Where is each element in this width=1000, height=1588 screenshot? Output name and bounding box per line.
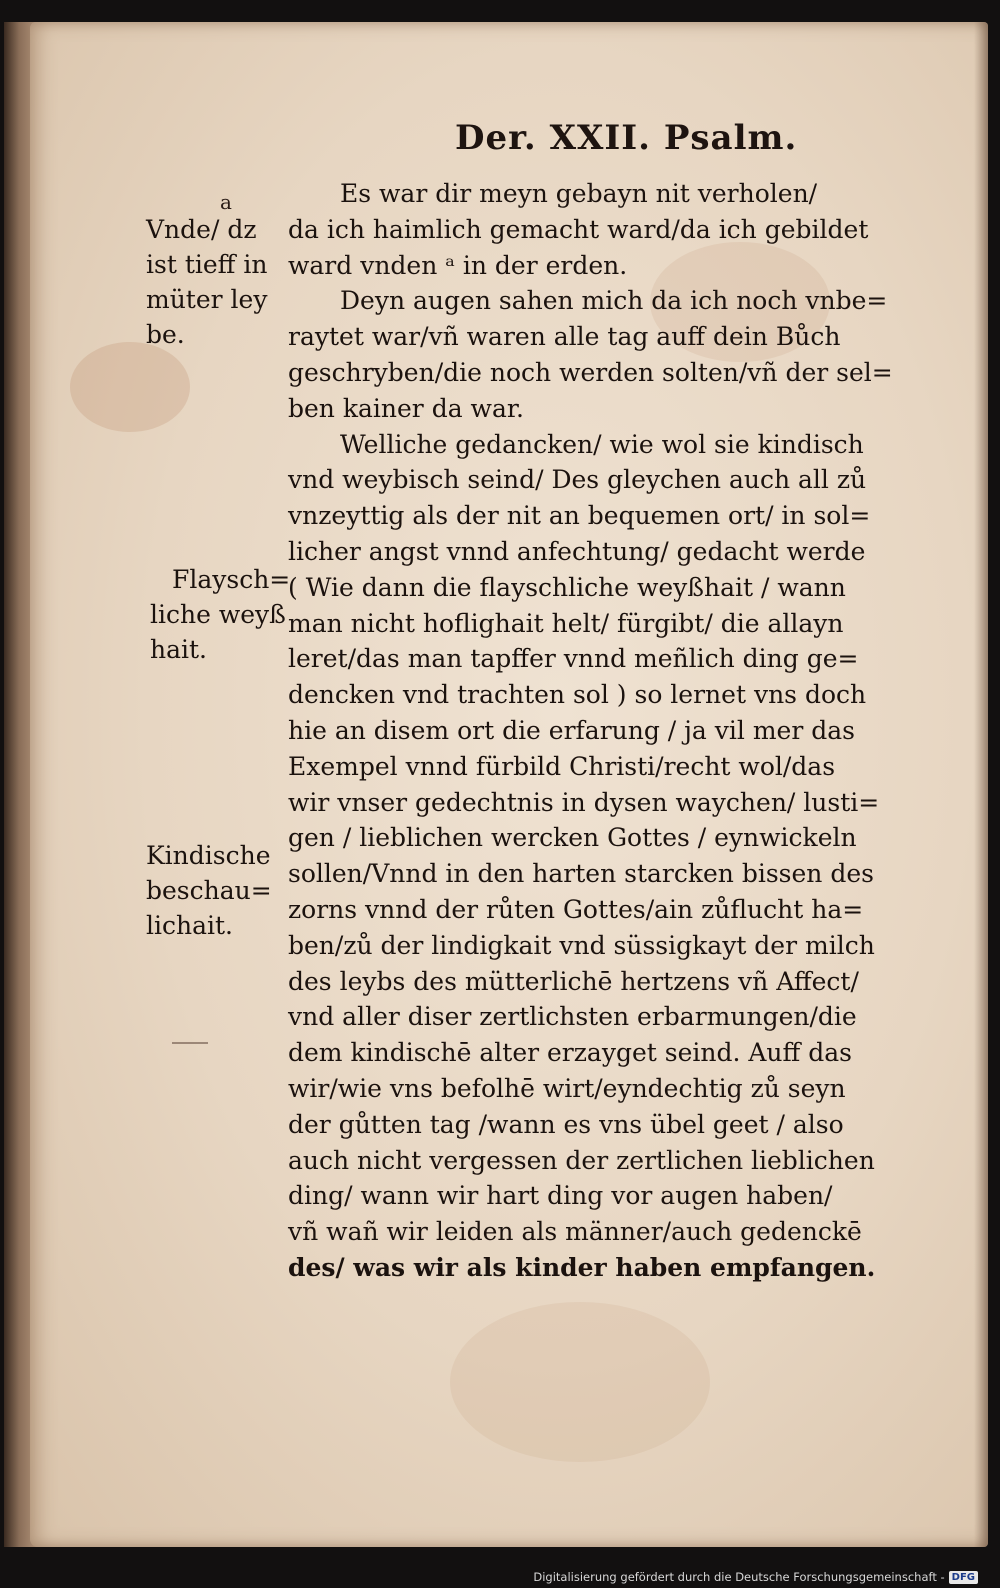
text-line: Es war dir meyn gebayn nit verholen/	[340, 179, 818, 208]
text-line: da ich haimlich gemacht ward/da ich gebildet	[288, 214, 869, 244]
margin-note-line: lichait.	[146, 911, 233, 940]
margin-note-line: Flaysch=	[172, 565, 291, 594]
text-line: man nicht hoflighait helt/ fürgibt/ die allayn	[288, 608, 844, 638]
text-line: Exempel vnnd fürbild Christi/recht wol/das	[288, 751, 836, 781]
text-line: vnzeyttig als der nit an bequemen ort/ in sol=	[288, 501, 871, 531]
margin-note-flesh-wisdom	[150, 562, 290, 667]
text-line: dencken vnd trachten sol ) so lernet vns doch	[288, 680, 867, 710]
text-line: gen / lieblichen wercken Gottes / eynwickeln	[288, 823, 857, 853]
text-line: raytet war/vñ waren alle tag auff dein Bůch	[288, 322, 841, 352]
text-line: ward vnden ᵃ in der erden.	[288, 250, 628, 280]
margin-note-line: Kindische	[146, 841, 271, 870]
paper-stain	[450, 1302, 710, 1462]
margin-note-womb	[146, 212, 267, 352]
text-line: der gůtten tag /wann es vns übel geet / also	[288, 1109, 844, 1139]
digitization-credit	[533, 1570, 978, 1584]
text-line: hie an disem ort die erfarung / ja vil mer das	[288, 715, 855, 745]
text-line: licher angst vnnd anfechtung/ gedacht werde	[288, 536, 866, 566]
margin-note-line: müter ley	[146, 285, 268, 314]
footnote-marker: a	[220, 190, 232, 214]
text-line: ben kainer da war.	[288, 393, 524, 423]
text-line: ben/zů der lindigkait vnd süssigkayt der milch	[288, 930, 875, 960]
margin-note-line: ist tieff in	[146, 250, 268, 279]
text-line: geschryben/die noch werden solten/vñ der sel=	[288, 357, 893, 387]
page-header: Der. XXII. Psalm.	[455, 118, 798, 158]
margin-note-line: Vnde/ dz	[146, 215, 257, 244]
paper-stain	[70, 342, 190, 432]
text-line: des leybs des mütterlichē hertzens vñ Affect/	[288, 966, 859, 996]
text-line: vnd aller diser zertlichsten erbarmungen/die	[288, 1002, 857, 1032]
text-line: sollen/Vnnd in den harten starcken bissen des	[288, 859, 874, 889]
text-line: Welliche gedancken/ wie wol sie kindisch	[340, 429, 864, 459]
text-line: wir/wie vns befolhē wirt/eyndechtig zů seyn	[288, 1073, 846, 1103]
text-line: auch nicht vergessen der zertlichen lieblichen	[288, 1145, 875, 1175]
text-line: leret/das man tapffer vnnd meñlich ding ge=	[288, 644, 859, 674]
text-line: dem kindischē alter erzayget seind. Auff das	[288, 1038, 852, 1068]
text-line: des/ was wir als kinder haben empfangen.	[288, 1252, 876, 1282]
credit-text: Digitalisierung gefördert durch die Deutsche Forschungsgemeinschaft -	[533, 1570, 945, 1584]
margin-note-line: be.	[146, 320, 185, 349]
margin-note-line: hait.	[150, 635, 207, 664]
margin-note-line: liche weyß	[150, 600, 286, 629]
margin-note-line: beschau=	[146, 876, 272, 905]
text-line: ( Wie dann die flayschliche weyßhait / wann	[288, 572, 846, 602]
margin-note-childlike	[146, 838, 272, 943]
text-line: wir vnser gedechtnis in dysen waychen/ lusti=	[288, 787, 880, 817]
dfg-logo: DFG	[949, 1571, 978, 1584]
text-line: ding/ wann wir hart ding vor augen haben/	[288, 1181, 833, 1211]
text-line: zorns vnnd der růten Gottes/ain zůflucht ha=	[288, 894, 864, 924]
margin-mark	[172, 1042, 208, 1044]
page-right-shadow	[974, 22, 988, 1547]
psalm-body-text	[288, 176, 938, 1286]
text-line: vñ wañ wir leiden als männer/auch gedenckē	[288, 1217, 862, 1247]
text-line: vnd weybisch seind/ Des gleychen auch all zů	[288, 465, 867, 495]
text-line: Deyn augen sahen mich da ich noch vnbe=	[340, 286, 888, 316]
